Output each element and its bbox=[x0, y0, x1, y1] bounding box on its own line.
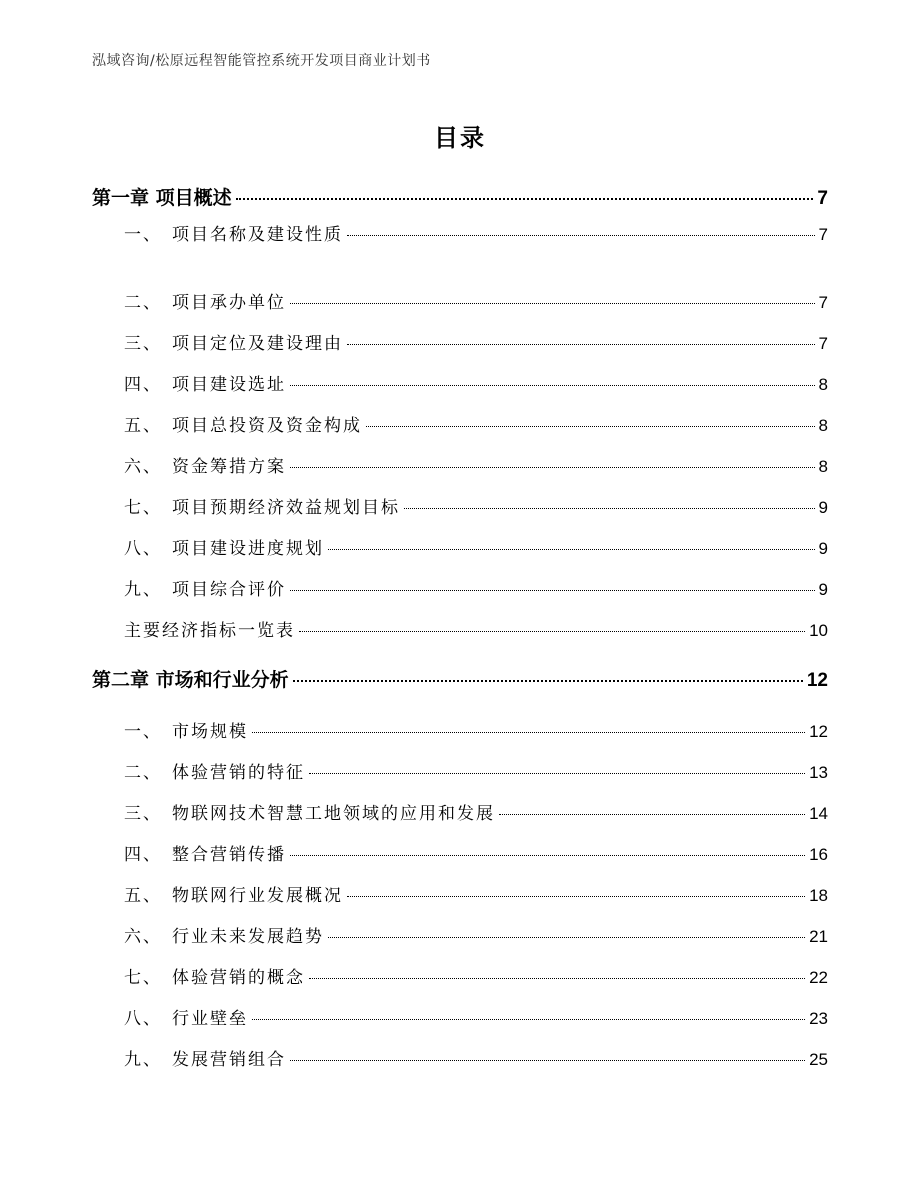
toc-section[interactable] bbox=[124, 922, 828, 947]
toc-section[interactable] bbox=[124, 758, 828, 783]
page-number: 12 bbox=[809, 722, 828, 741]
dot-leader bbox=[252, 732, 805, 733]
page-number: 25 bbox=[809, 1050, 828, 1069]
dot-leader bbox=[299, 631, 805, 632]
section-title: 项目建设选址 bbox=[172, 375, 286, 395]
section-title: 发展营销组合 bbox=[172, 1050, 286, 1070]
section-number: 六、 bbox=[124, 927, 162, 947]
page-number: 8 bbox=[818, 457, 828, 476]
page-number: 22 bbox=[809, 968, 828, 987]
dot-leader bbox=[290, 1060, 805, 1061]
section-title: 物联网行业发展概况 bbox=[172, 886, 343, 906]
dot-leader bbox=[309, 978, 805, 979]
page-number: 7 bbox=[818, 225, 828, 244]
section-number: 一、 bbox=[124, 225, 162, 245]
page-number: 14 bbox=[809, 804, 828, 823]
section-number: 四、 bbox=[124, 845, 162, 865]
section-title: 整合营销传播 bbox=[172, 845, 286, 865]
section-title: 物联网技术智慧工地领域的应用和发展 bbox=[172, 804, 495, 824]
page-number: 7 bbox=[818, 334, 828, 353]
section-title: 体验营销的特征 bbox=[172, 763, 305, 783]
page-number: 16 bbox=[809, 845, 828, 864]
dot-leader bbox=[309, 773, 805, 774]
toc-section[interactable] bbox=[124, 411, 828, 436]
section-title: 项目承办单位 bbox=[172, 293, 286, 313]
section-title: 市场规模 bbox=[172, 722, 248, 742]
page-number: 9 bbox=[818, 498, 828, 517]
section-number: 二、 bbox=[124, 763, 162, 783]
dot-leader bbox=[328, 549, 815, 550]
toc-section[interactable] bbox=[124, 288, 828, 313]
section-number: 六、 bbox=[124, 457, 162, 477]
dot-leader bbox=[499, 814, 805, 815]
toc-chapter-1[interactable] bbox=[92, 183, 828, 210]
dot-leader bbox=[328, 937, 805, 938]
toc-section[interactable] bbox=[124, 220, 828, 245]
toc-section[interactable] bbox=[124, 329, 828, 354]
section-number: 五、 bbox=[124, 886, 162, 906]
section-title: 项目建设进度规划 bbox=[172, 539, 324, 559]
dot-leader bbox=[290, 385, 815, 386]
section-title: 行业未来发展趋势 bbox=[172, 927, 324, 947]
section-title: 资金筹措方案 bbox=[172, 457, 286, 477]
section-title: 项目总投资及资金构成 bbox=[172, 416, 362, 436]
dot-leader bbox=[290, 590, 815, 591]
toc-section[interactable] bbox=[124, 1004, 828, 1029]
dot-leader bbox=[290, 855, 805, 856]
section-title: 项目综合评价 bbox=[172, 580, 286, 600]
section-title: 项目预期经济效益规划目标 bbox=[172, 498, 400, 518]
section-number: 三、 bbox=[124, 804, 162, 824]
section-title: 项目名称及建设性质 bbox=[172, 225, 343, 245]
dot-leader bbox=[366, 426, 815, 427]
page-number: 9 bbox=[818, 580, 828, 599]
toc-section[interactable] bbox=[124, 840, 828, 865]
page-title: 目录 bbox=[434, 124, 486, 152]
dot-leader bbox=[347, 235, 815, 236]
chapter-title: 第二章 市场和行业分析 bbox=[92, 669, 289, 691]
toc-section[interactable] bbox=[124, 370, 828, 395]
section-number: 二、 bbox=[124, 293, 162, 313]
chapter-title: 第一章 项目概述 bbox=[92, 187, 232, 209]
toc-section[interactable] bbox=[124, 881, 828, 906]
section-number: 八、 bbox=[124, 1009, 162, 1029]
section-title: 主要经济指标一览表 bbox=[124, 621, 295, 641]
page-number: 7 bbox=[817, 188, 828, 209]
page-number: 8 bbox=[818, 416, 828, 435]
section-number: 八、 bbox=[124, 539, 162, 559]
toc-section[interactable] bbox=[124, 717, 828, 742]
dot-leader bbox=[236, 198, 814, 200]
dot-leader bbox=[252, 1019, 805, 1020]
dot-leader bbox=[293, 680, 803, 682]
section-number: 七、 bbox=[124, 968, 162, 988]
page-header: 泓域咨询/松原远程智能管控系统开发项目商业计划书 bbox=[92, 53, 431, 69]
dot-leader bbox=[290, 303, 815, 304]
page-number: 23 bbox=[809, 1009, 828, 1028]
toc-section[interactable] bbox=[124, 575, 828, 600]
dot-leader bbox=[347, 344, 815, 345]
section-number: 五、 bbox=[124, 416, 162, 436]
dot-leader bbox=[404, 508, 815, 509]
page-number: 7 bbox=[818, 293, 828, 312]
section-title: 行业壁垒 bbox=[172, 1009, 248, 1029]
section-number: 四、 bbox=[124, 375, 162, 395]
page-number: 9 bbox=[818, 539, 828, 558]
section-title: 体验营销的概念 bbox=[172, 968, 305, 988]
section-title: 项目定位及建设理由 bbox=[172, 334, 343, 354]
page-number: 12 bbox=[806, 670, 828, 691]
page-number: 18 bbox=[809, 886, 828, 905]
toc-section[interactable] bbox=[124, 799, 828, 824]
toc-section[interactable] bbox=[124, 616, 828, 641]
toc-section[interactable] bbox=[124, 452, 828, 477]
section-number: 一、 bbox=[124, 722, 162, 742]
page-number: 13 bbox=[809, 763, 828, 782]
page-number: 21 bbox=[809, 927, 828, 946]
dot-leader bbox=[290, 467, 815, 468]
toc-chapter-2[interactable] bbox=[92, 665, 828, 692]
toc-section[interactable] bbox=[124, 493, 828, 518]
section-number: 九、 bbox=[124, 1050, 162, 1070]
section-number: 九、 bbox=[124, 580, 162, 600]
section-number: 三、 bbox=[124, 334, 162, 354]
page-number: 8 bbox=[818, 375, 828, 394]
section-number: 七、 bbox=[124, 498, 162, 518]
toc-section[interactable] bbox=[124, 1045, 828, 1070]
page-number: 10 bbox=[809, 621, 828, 640]
toc-section[interactable] bbox=[124, 963, 828, 988]
dot-leader bbox=[347, 896, 805, 897]
toc-section[interactable] bbox=[124, 534, 828, 559]
